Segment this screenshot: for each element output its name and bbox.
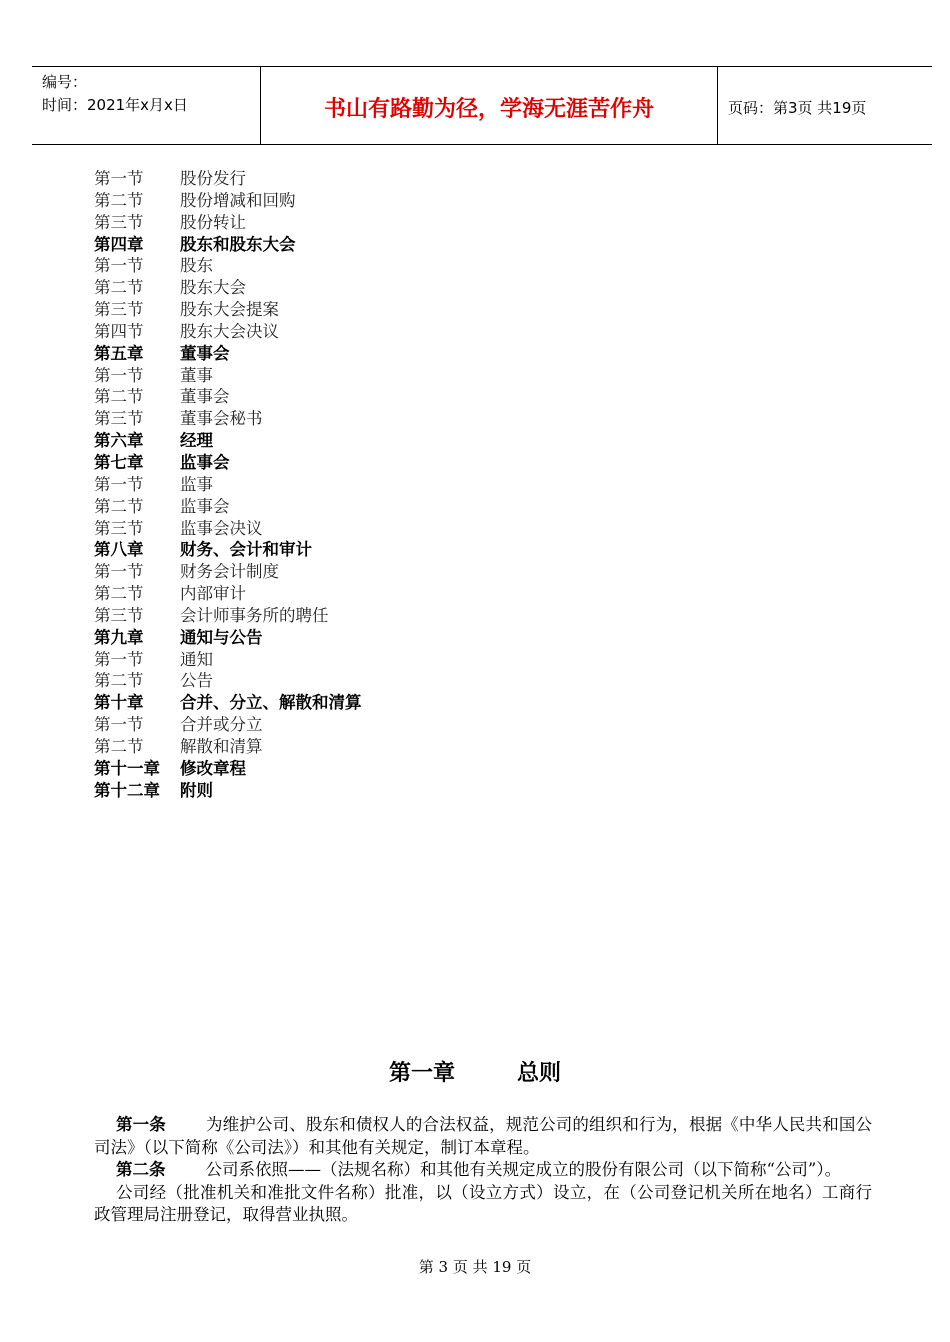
toc-chapter-row	[94, 343, 362, 365]
toc-title: 股东	[180, 256, 213, 276]
toc-section-row	[94, 736, 362, 758]
toc-section-row	[94, 190, 362, 212]
toc-label: 第二节	[94, 736, 144, 756]
page-footer: 第 3 页 共 19 页	[418, 1258, 532, 1276]
toc-section-row	[94, 408, 362, 430]
toc-title: 监事会	[180, 496, 230, 516]
toc-section-row	[94, 670, 362, 692]
toc-section-row	[94, 649, 362, 671]
toc-title: 解散和清算	[180, 736, 263, 756]
toc-label: 第一节	[94, 562, 144, 582]
toc-label: 第一节	[94, 474, 144, 494]
toc-label: 第九章	[94, 627, 144, 647]
toc-section-row	[94, 474, 362, 496]
toc-title: 股东大会提案	[180, 300, 279, 320]
article-paragraph	[94, 1159, 872, 1182]
toc-label: 第二节	[94, 278, 144, 298]
toc-title: 董事会	[180, 387, 230, 407]
number-label: 编号：	[42, 73, 88, 91]
article-paragraph	[94, 1182, 872, 1227]
toc-title: 股份增减和回购	[180, 190, 296, 210]
toc-label: 第十章	[94, 693, 144, 713]
toc-chapter-row	[94, 539, 362, 561]
toc-title: 通知	[180, 649, 213, 669]
toc-title: 监事会决议	[180, 518, 263, 538]
toc-title: 会计师事务所的聘任	[180, 605, 329, 625]
article-text: 为维护公司、股东和债权人的合法权益，规范公司的组织和行为，根据《中华人民共和国公司法》（以下简称《公司法》）和其他有关规定，制订本章程。	[94, 1115, 873, 1157]
toc-label: 第七章	[94, 452, 144, 472]
article-label: 第一条	[116, 1115, 166, 1134]
toc-section-row	[94, 518, 362, 540]
toc-chapter-row	[94, 692, 362, 714]
toc-label: 第三节	[94, 605, 144, 625]
toc-label: 第一节	[94, 256, 144, 276]
toc-title: 股东大会	[180, 278, 246, 298]
toc-title: 董事	[180, 365, 213, 385]
header-meta	[32, 67, 261, 144]
header-motto: 书山有路勤为径，学海无涯苦作舟	[261, 67, 718, 144]
toc-section-row	[94, 714, 362, 736]
toc-label: 第三节	[94, 409, 144, 429]
toc-title: 内部审计	[180, 584, 246, 604]
toc-section-row	[94, 386, 362, 408]
toc-label: 第八章	[94, 540, 144, 560]
toc-label: 第六章	[94, 431, 144, 451]
toc-title: 董事会	[180, 343, 230, 363]
toc-title: 通知与公告	[180, 627, 263, 647]
toc-chapter-row	[94, 452, 362, 474]
toc-title: 公告	[180, 671, 213, 691]
toc-section-row	[94, 299, 362, 321]
toc-chapter-row	[94, 780, 362, 802]
article-paragraph	[94, 1114, 872, 1159]
page-header	[32, 66, 932, 145]
toc-title: 财务、会计和审计	[180, 540, 312, 560]
toc-title: 股东和股东大会	[180, 234, 296, 254]
chapter-body	[94, 1114, 872, 1227]
toc-label: 第一节	[94, 715, 144, 735]
toc-section-row	[94, 321, 362, 343]
toc-section-row	[94, 212, 362, 234]
toc-label: 第一节	[94, 365, 144, 385]
toc-title: 股东大会决议	[180, 321, 279, 341]
chapter-heading	[0, 1056, 950, 1087]
toc-label: 第五章	[94, 343, 144, 363]
toc-label: 第四章	[94, 234, 144, 254]
toc-title: 财务会计制度	[180, 562, 279, 582]
chapter-title: 总则	[517, 1061, 562, 1086]
toc-title: 董事会秘书	[180, 409, 263, 429]
header-page-info: 页码：第3页 共19页	[728, 99, 867, 117]
toc-section-row	[94, 168, 362, 190]
toc-title: 合并、分立、解散和清算	[180, 693, 362, 713]
article-text: 公司系依照——（法规名称）和其他有关规定成立的股份有限公司（以下简称“公司”）。	[205, 1160, 842, 1179]
toc-title: 股份发行	[180, 169, 246, 188]
toc-label: 第二节	[94, 387, 144, 407]
article-label: 第二条	[116, 1160, 166, 1179]
toc-title: 监事会	[180, 452, 230, 472]
toc-section-row	[94, 365, 362, 387]
toc-section-row	[94, 255, 362, 277]
chapter-number: 第一章	[388, 1061, 455, 1086]
toc-chapter-row	[94, 758, 362, 780]
toc-section-row	[94, 496, 362, 518]
toc-title: 股份转让	[180, 212, 246, 232]
toc-label: 第三节	[94, 300, 144, 320]
toc-title: 监事	[180, 474, 213, 494]
toc-label: 第二节	[94, 584, 144, 604]
table-of-contents	[94, 168, 362, 801]
toc-title: 合并或分立	[180, 715, 263, 735]
toc-label: 第二节	[94, 190, 144, 210]
toc-label: 第三节	[94, 212, 144, 232]
toc-chapter-row	[94, 627, 362, 649]
toc-label: 第四节	[94, 321, 144, 341]
toc-title: 经理	[180, 431, 213, 451]
toc-label: 第二节	[94, 496, 144, 516]
toc-label: 第三节	[94, 518, 144, 538]
toc-label: 第十一章	[94, 758, 160, 778]
toc-chapter-row	[94, 234, 362, 256]
toc-section-row	[94, 583, 362, 605]
toc-section-row	[94, 277, 362, 299]
toc-label: 第一节	[94, 649, 144, 669]
toc-title: 修改章程	[180, 758, 246, 778]
toc-label: 第一节	[94, 169, 144, 188]
article-text: 公司经（批准机关和准批文件名称）批准，以（设立方式）设立，在（公司登记机关所在地名）工商行政管理局注册登记，取得营业执照。	[94, 1182, 872, 1224]
toc-label: 第十二章	[94, 780, 160, 800]
toc-label: 第二节	[94, 671, 144, 691]
toc-section-row	[94, 605, 362, 627]
toc-chapter-row	[94, 430, 362, 452]
time-label: 时间：2021年x月x日	[42, 96, 188, 114]
toc-title: 附则	[180, 780, 213, 800]
toc-section-row	[94, 561, 362, 583]
